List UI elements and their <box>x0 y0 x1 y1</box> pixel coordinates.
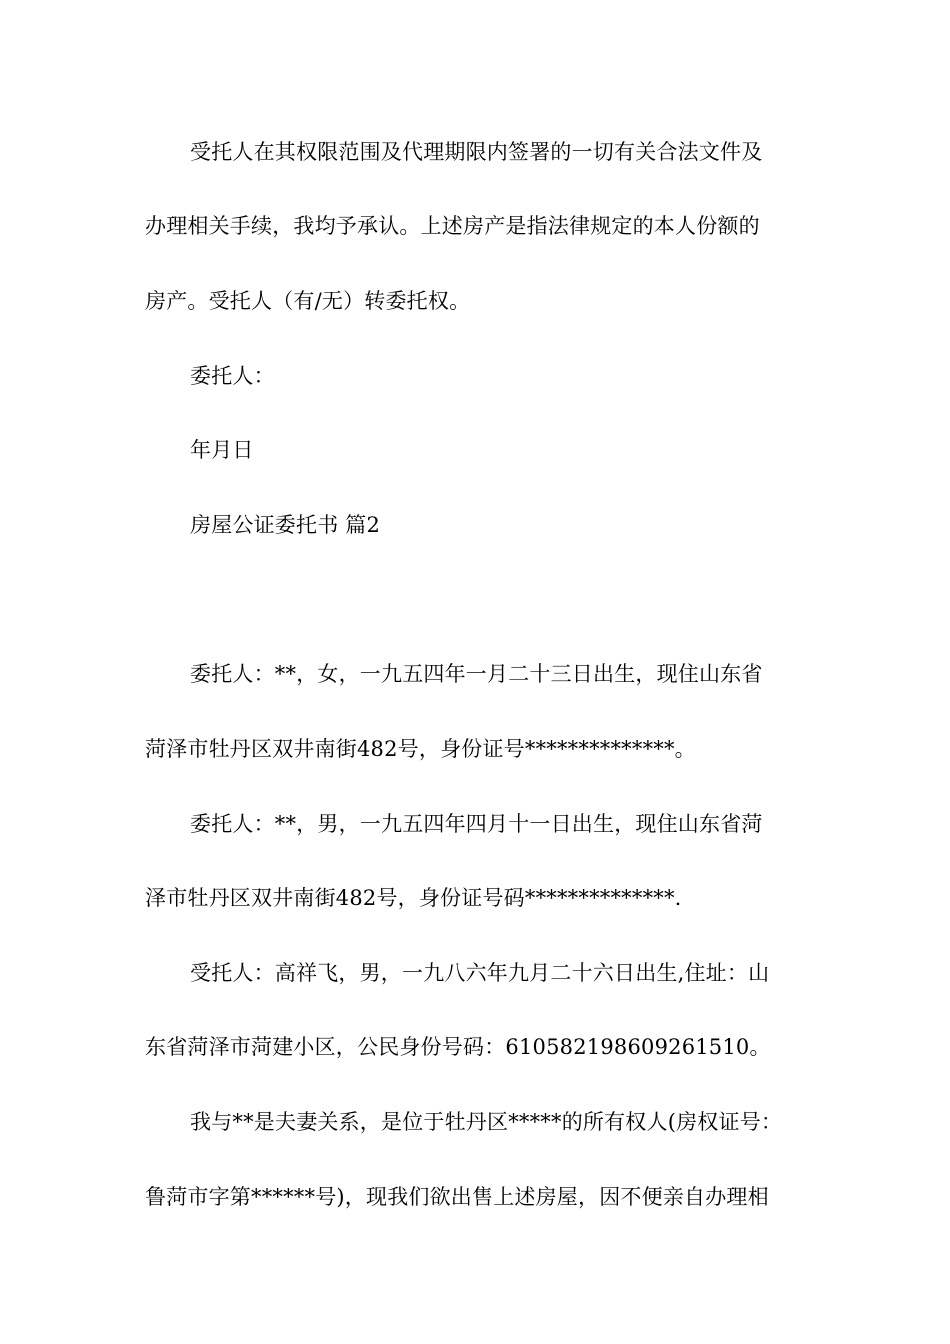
paragraph-line: 办理相关手续，我均予承认。上述房产是指法律规定的本人份额的 <box>145 214 760 238</box>
section-heading: 房屋公证委托书 篇2 <box>190 513 381 537</box>
paragraph-line: 我与**是夫妻关系，是位于牡丹区*****的所有权人(房权证号： <box>190 1110 783 1134</box>
paragraph-line: 委托人：**，男，一九五四年四月十一日出生，现住山东省菏 <box>190 812 763 836</box>
paragraph-line: 菏泽市牡丹区双井南街482号，身份证号**************。 <box>145 737 696 761</box>
paragraph-line: 受托人：高祥飞，男，一九八六年九月二十六日出生,住址：山 <box>190 961 770 985</box>
paragraph-line: 鲁菏市字第******号)，现我们欲出售上述房屋，因不便亲自办理相 <box>145 1185 769 1209</box>
signature-label: 委托人： <box>190 364 275 388</box>
paragraph-line: 委托人：**，女，一九五四年一月二十三日出生，现住山东省 <box>190 662 763 686</box>
paragraph-line: 房产。受托人（有/无）转委托权。 <box>145 289 471 313</box>
paragraph-line: 东省菏泽市菏建小区，公民身份号码：610582198609261510。 <box>145 1035 771 1059</box>
paragraph-line: 泽市牡丹区双井南街482号，身份证号码**************. <box>145 886 682 910</box>
paragraph-line: 受托人在其权限范围及代理期限内签署的一切有关合法文件及 <box>190 140 763 164</box>
date-label: 年月日 <box>190 438 254 462</box>
